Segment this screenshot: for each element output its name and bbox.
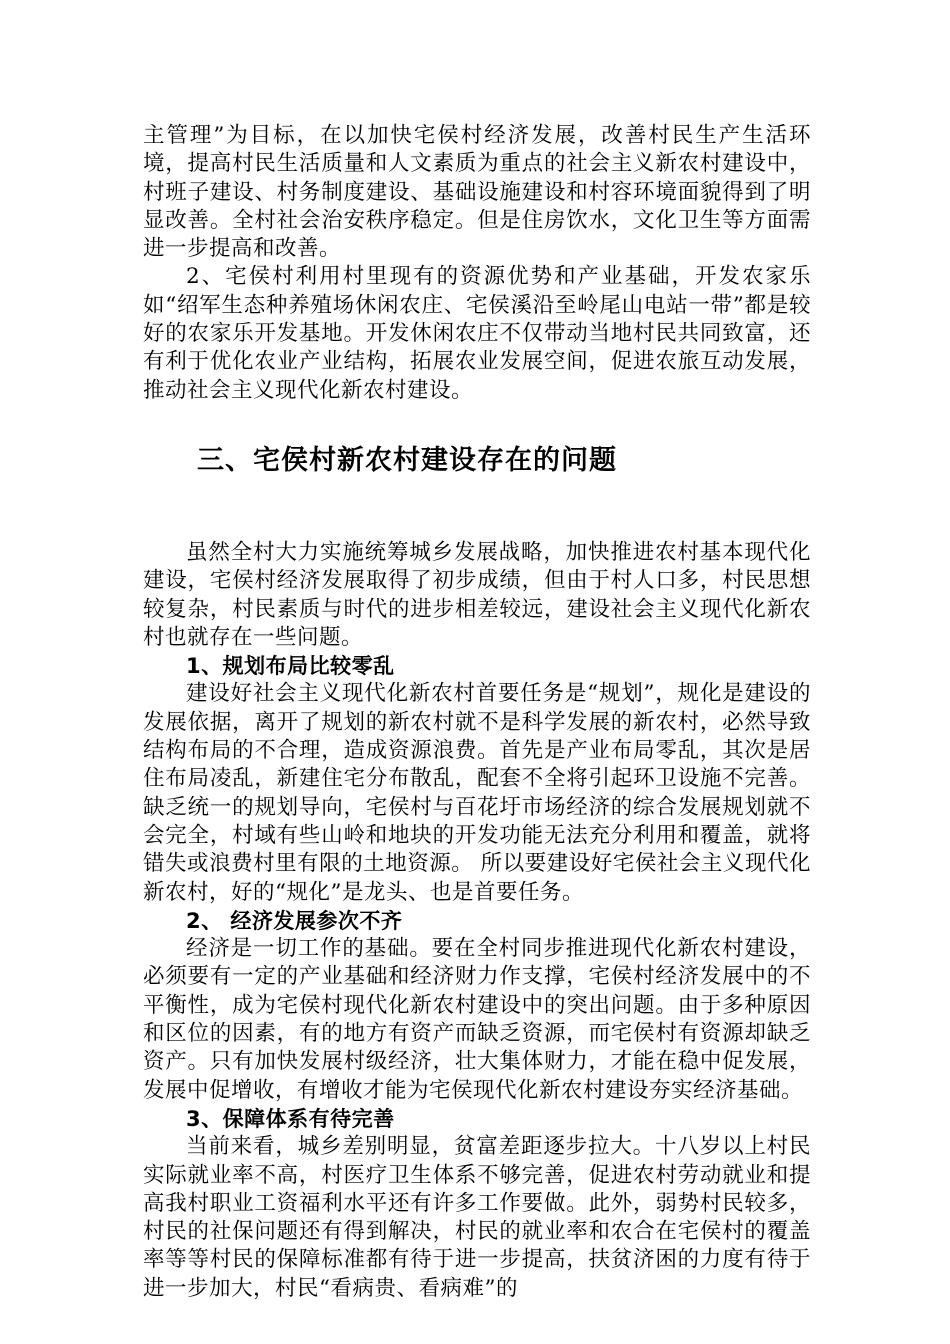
section-heading: 三、宅侯村新农村建设存在的问题 bbox=[197, 444, 617, 476]
body-paragraph: 当前来看，城乡差别明显，贫富差距逐步拉大。十八岁以上村民实际就业率不高，村医疗卫生体系不够完善，促进农村劳动就业和提高我村职业工资福利水平还有许多工作要做。此外，弱势村民较多，村民的社保问题还有得到解决，村民的就业率和农合在宅侯村的覆盖率等等村民的保障标准都有待于进一步提高，扶贫济困的力度有待于进一步加大，村民“看病贵、看病难”的 bbox=[143, 1134, 811, 1301]
body-paragraph: 经济是一切工作的基础。要在全村同步推进现代化新农村建设，必须要有一定的产业基础和经济财力作支撑，宅侯村经济发展中的不平衡性，成为宅侯村现代化新农村建设中的突出问题。由于多种原因和区位的因素，有的地方有资产而缺乏资源，而宅侯村有资源却缺乏资产。只有加快发展村级经济，壮大集体财力，才能在稳中促发展，发展中促增收，有增收才能为宅侯现代化新农村建设夯实经济基础。 bbox=[143, 936, 811, 1103]
body-paragraph: 主管理”为目标，在以加快宅侯村经济发展，改善村民生产生活环境，提高村民生活质量和人文素质为重点的社会主义新农村建设中，村班子建设、村务制度建设、基础设施建设和村容环境面貌得到了明显改善。全村社会治安秩序稳定。但是住房饮水，文化卫生等方面需进一步提高和改善。 bbox=[143, 123, 811, 262]
spacer bbox=[143, 405, 811, 443]
subsection-heading: 3、保障体系有待完善 bbox=[186, 1106, 395, 1131]
body-paragraph: 2、宅侯村利用村里现有的资源优势和产业基础，开发农家乐如“绍军生态种养殖场休闲农庄、宅侯溪沿至岭尾山电站一带”都是较好的农家乐开发基地。开发休闲农庄不仅带动当地村民共同致富，还有利于优化农业产业结构，拓展农业发展空间，促进农旅互动发展，推动社会主义现代化新农村建设。 bbox=[143, 264, 811, 403]
document-page bbox=[143, 122, 811, 1303]
subsection-heading: 2、 经济发展参次不齐 bbox=[186, 908, 403, 933]
body-paragraph: 虽然全村大力实施统筹城乡发展战略，加快推进农村基本现代化建设，宅侯村经济发展取得了初步成绩，但由于村人口多，村民思想较复杂，村民素质与时代的进步相差较远，建设社会主义现代化新农村也就存在一些问题。 bbox=[143, 539, 811, 650]
body-paragraph: 建设好社会主义现代化新农村首要任务是“规划”，规化是建设的发展依据，离开了规划的新农村就不是科学发展的新农村，必然导致结构布局的不合理，造成资源浪费。首先是产业布局零乱，其次是居住布局凌乱，新建住宅分布散乱，配套不全将引起环卫设施不完善。缺乏统一的规划导向，宅侯村与百花圩市场经济的综合发展规划就不会完全，村域有些山岭和地块的开发功能无法充分利用和覆盖，就将错失或浪费村里有限的土地资源。 所以要建设好宅侯社会主义现代化新农村，好的“规化”是龙头、也是首要任务。 bbox=[143, 681, 811, 905]
subsection-heading: 1、规划布局比较零乱 bbox=[186, 654, 395, 679]
spacer bbox=[143, 479, 811, 539]
